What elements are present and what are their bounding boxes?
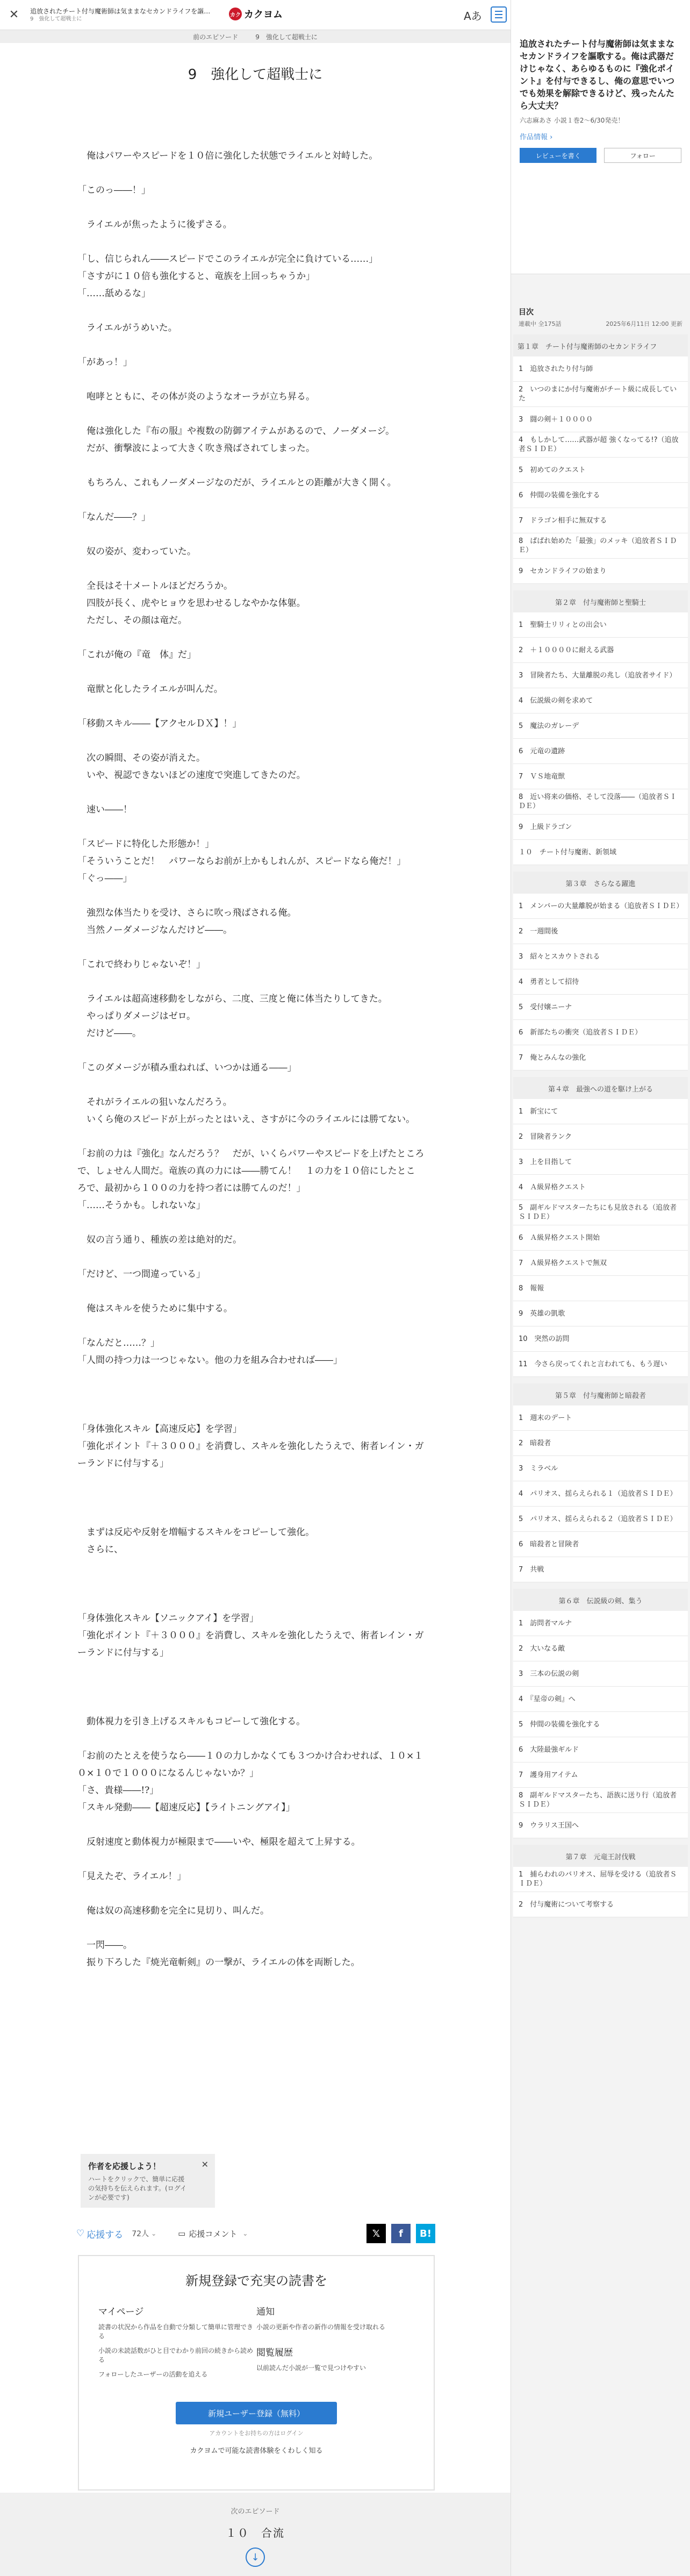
body-line: いくら俺のスピードが上がったとはいえ、さすがに今のライエルには勝てない。: [77, 1114, 415, 1125]
hatena-share-icon[interactable]: B!: [416, 2224, 435, 2243]
brand-logo[interactable]: [229, 7, 283, 21]
menu-icon[interactable]: [491, 6, 507, 23]
body-line: 「移動スキル――【アクセルＤＸ】！」: [77, 718, 242, 729]
toc-episode-link[interactable]: 6 仲間の装備を強化する: [513, 483, 688, 508]
toc-episode-link[interactable]: 7 ドラゴン相手に無双する: [513, 508, 688, 533]
toc-episode-link[interactable]: 9 ウラリス王国へ: [513, 1813, 688, 1838]
body-line: [77, 887, 437, 904]
body-line: ーランドに付与する」: [77, 1647, 169, 1658]
body-line: [77, 1593, 437, 1610]
episode-body: [77, 130, 437, 1971]
facebook-share-icon[interactable]: f: [391, 2224, 411, 2243]
body-line: 「ぐっ――」: [77, 873, 132, 884]
body-line: 当然ノーダメージなんだけど――。: [77, 925, 233, 936]
cheer-count[interactable]: 72人: [132, 2230, 149, 2238]
body-line: [77, 526, 437, 543]
heart-icon: ♡: [76, 2228, 85, 2239]
body-line: [77, 165, 437, 182]
body-line: [77, 405, 437, 423]
body-line: 「があっ！」: [77, 357, 132, 368]
body-line: [77, 1042, 437, 1059]
toc-episode-link[interactable]: 2 冒険者ランク: [513, 1124, 688, 1150]
body-line: 次の瞬間、その姿が消えた。: [77, 753, 205, 763]
body-line: [77, 1919, 437, 1937]
body-line: 「これが俺の『竜 体』だ」: [77, 650, 196, 660]
toc-episode-link[interactable]: 2 いつのまにか付与魔術がチート級に成長していた: [513, 382, 688, 407]
body-line: [77, 1507, 437, 1524]
toc-episode-link[interactable]: 1 新宝にて: [513, 1099, 688, 1124]
support-prompt: [81, 2154, 215, 2208]
toc-episode-link[interactable]: 2 一週間後: [513, 919, 688, 944]
toc-header: [511, 274, 690, 328]
body-line: [77, 1679, 437, 1696]
toc-chapter: [513, 1383, 688, 1582]
toc-episode-link[interactable]: 10 突然の訪問: [513, 1326, 688, 1352]
body-line: [77, 457, 437, 474]
toc-chapter-title: 第４章 最強への道を駆け上がる: [513, 1077, 688, 1099]
toc-episode-link[interactable]: 7 護身用アイテム: [513, 1762, 688, 1788]
top-title[interactable]: [30, 7, 224, 23]
body-line: [77, 1851, 437, 1868]
body-line: 俺はパワーやスピードを１０倍に強化した状態でライエルと対峙した。: [77, 151, 378, 161]
arrow-down-icon[interactable]: ↓: [246, 2548, 265, 2567]
toc-episode-link[interactable]: 3 闘の剣＋１００００: [513, 407, 688, 432]
body-line: 「お前の力は『強化』なんだろう？ だが、いくらパワーやスピードを上げたところ: [77, 1148, 425, 1159]
body-line: [77, 784, 437, 801]
body-line: 振り下ろした『焼光竜斬剣』の一撃が、ライエルの体を両断した。: [77, 1957, 360, 1968]
body-line: ライエルが焦ったように後ずさる。: [77, 219, 232, 230]
toc-episode-link[interactable]: 4 Ａ級昇格クエスト: [513, 1175, 688, 1200]
next-episode[interactable]: [0, 2493, 511, 2576]
signup-heading: 新規登録で充実の読書を: [185, 2273, 327, 2288]
support-description: ハートをクリックで、簡単に応援の気持ちを伝えられます。(ログインが必要です): [88, 2175, 187, 2201]
history-title: 閲覧履歴: [256, 2347, 293, 2358]
cheer-button[interactable]: [76, 2227, 123, 2240]
body-line: 「このっ――！」: [77, 185, 150, 196]
toc-episode-link[interactable]: 1 追放されたり付与師: [513, 356, 688, 382]
body-line: 「お前のたとえを使うなら――１０の力しかなくても３つかけ合わせれば、１０×１: [77, 1751, 423, 1761]
toc-episode-link[interactable]: 2 暗殺者: [513, 1431, 688, 1456]
toc-chapter: [513, 1589, 688, 1838]
toc-episode-link[interactable]: 1 捕らわれのバリオス、屈辱を受ける（追放者ＳＩＤＥ）: [513, 1867, 688, 1892]
body-line: [77, 1816, 437, 1833]
body-line: [77, 1076, 437, 1094]
body-line: [77, 698, 437, 715]
x-share-icon[interactable]: 𝕏: [366, 2224, 386, 2243]
episode-main: [0, 30, 511, 2576]
body-line: [77, 1885, 437, 1902]
signup-panel: [78, 2255, 435, 2491]
body-line: 「強化ポイント『＋３０００』を消費し、スキルを強化したうえで、術者レイン・ガ: [77, 1441, 424, 1452]
body-line: 強烈な体当たりを受け、さらに吹っ飛ばされる俺。: [77, 908, 297, 918]
body-line: 「だけど、一つ間違っている」: [77, 1269, 205, 1280]
body-line: [77, 663, 437, 681]
body-line: 四肢が長く、虎やヒョウを思わせるしなやかな体躯。: [77, 598, 306, 609]
toc-episode-link[interactable]: 3 冒険者たち、大量離脱の兆し（追放者サイド）: [513, 663, 688, 688]
body-line: [77, 818, 437, 836]
share-buttons: [366, 2224, 435, 2243]
logo-mark: カク: [229, 8, 242, 20]
body-line: [77, 1558, 437, 1575]
body-line: ただし、その顔は竜だ。: [77, 615, 187, 626]
body-line: 「見えたぞ、ライエル！」: [77, 1871, 186, 1882]
body-line: [77, 1472, 437, 1489]
author-name[interactable]: 六志麻あさ 小説１巻2～6/30発売！: [520, 117, 624, 124]
toc-chapter: [513, 1845, 688, 1917]
body-line: [77, 1386, 437, 1403]
episode-subtitle: 9 強化して超戦士に: [30, 16, 82, 22]
toc-episode-link[interactable]: 8 副ギルドマスターたち、語族に送り行（追放者ＳＩＤＥ）: [513, 1788, 688, 1813]
sidebar-top: [464, 0, 690, 30]
toc-episode-link[interactable]: 3 ミラベル: [513, 1456, 688, 1481]
chevron-down-icon: ⌄: [242, 2230, 248, 2237]
login-link[interactable]: アカウントをお持ちの方はログイン: [209, 2430, 304, 2437]
toc-episode-link[interactable]: 1 メンバーの大量離脱が始まる（追放者ＳＩＤＥ）: [513, 894, 688, 919]
chevron-down-icon[interactable]: ⌄: [151, 2230, 157, 2237]
toc-episode-link[interactable]: 5 魔法のガレーデ: [513, 713, 688, 739]
toc-episode-link[interactable]: １０ チート付与魔術、新領域: [513, 840, 688, 865]
next-episode-title: １０ 合流: [226, 2527, 285, 2539]
body-line: 速い――！: [77, 804, 132, 815]
body-line: ライエルは超高速移動をしながら、二度、三度と俺に体当たりしてきた。: [77, 994, 387, 1004]
body-line: [77, 1214, 437, 1231]
body-line: 俺は強化した『布の服』や複数の防御アイテムがあるので、ノーダメージ。: [77, 426, 395, 437]
mypage-column: [98, 2304, 256, 2386]
body-line: [77, 233, 437, 251]
toc-episode-link[interactable]: 1 週末のデート: [513, 1405, 688, 1431]
body-line: [77, 939, 437, 956]
close-icon[interactable]: ✕: [201, 2159, 209, 2170]
body-line: 「……そうかも。しれないな」: [77, 1200, 205, 1211]
comment-button[interactable]: [178, 2228, 248, 2239]
body-line: [77, 302, 437, 319]
body-line: で、しょせん人間だ。竜族の真の力には――勝てん！ １の力を１０倍にしたとこ: [77, 1166, 415, 1176]
toc-episode-link[interactable]: 6 Ａ級昇格クエスト開始: [513, 1225, 688, 1251]
body-line: [77, 199, 437, 216]
toc-chapter-title: 第５章 付与魔術師と暗殺者: [513, 1383, 688, 1405]
toc-episode-link[interactable]: 7 共戦: [513, 1557, 688, 1582]
toc-episode-link[interactable]: 5 受付嬢ニーナ: [513, 995, 688, 1020]
body-line: さらに、: [77, 1544, 123, 1555]
body-line: やっぱりダメージはゼロ。: [77, 1011, 196, 1022]
body-line: [77, 1403, 437, 1421]
toc-episode-link[interactable]: 5 副ギルドマスターたちにも見放される（追放者ＳＩＤＥ）: [513, 1200, 688, 1225]
body-line: [77, 130, 437, 147]
body-line: 奴の言う通り、種族の差は絶対的だ。: [77, 1235, 242, 1245]
body-line: 竜獣と化したライエルが叫んだ。: [77, 684, 223, 695]
body-line: [77, 371, 437, 388]
body-line: 「身体強化スキル【高速反応】を学習」: [77, 1424, 242, 1435]
toc-chapter: [513, 334, 688, 584]
mypage-item: 小説の未読話数がひと目でわかり前回の続きから読める: [98, 2347, 254, 2364]
sidebar: [464, 0, 690, 2576]
comment-label: 応援コメント: [189, 2229, 238, 2239]
action-bar: [76, 2223, 435, 2244]
toc-episode-link[interactable]: 2 ＋１００００に耐える武器: [513, 638, 688, 663]
body-line: 「さすがに１０倍も強化すると、竜族を上回っちゃうか」: [77, 271, 315, 282]
body-line: [77, 973, 437, 990]
body-line: 俺は奴の高速移動を完全に見切り、叫んだ。: [77, 1906, 269, 1916]
body-line: [77, 1730, 437, 1747]
body-line: いや、視認できないほどの速度で突進してきたのだ。: [77, 770, 306, 781]
body-line: もちろん、これもノーダメージなのだが、ライエルとの距離が大きく開く。: [77, 477, 397, 488]
body-line: 「スピードに特化した形態か！」: [77, 839, 214, 850]
body-line: [77, 1369, 437, 1386]
body-line: 「そういうことだ！ パワーならお前が上かもしれんが、スピードなら俺だ！」: [77, 856, 406, 867]
learn-more-link[interactable]: カクヨムで可能な読書体験をくわしく知る: [190, 2447, 323, 2455]
body-line: [77, 629, 437, 646]
episode-title: 9 強化して超戦士に: [188, 67, 323, 83]
toc-episode-link[interactable]: 1 訪問者マルナ: [513, 1611, 688, 1636]
body-line: 「これで終わりじゃないぞ！」: [77, 959, 205, 970]
body-line: [77, 1248, 437, 1266]
history-text: 以前読んだ小説が一覧で見つけやすい: [256, 2364, 366, 2372]
body-line: 反射速度と動体視力が極限まで――いや、極限を超えて上昇する。: [77, 1837, 361, 1847]
toc-episode-link[interactable]: 3 上を目指して: [513, 1150, 688, 1175]
body-line: 全長はそ十メートルほどだろうか。: [77, 581, 233, 591]
body-line: それがライエルの狙いなんだろう。: [77, 1097, 232, 1108]
logo-text: カクヨム: [244, 9, 283, 20]
work-info-link[interactable]: [520, 131, 681, 141]
toc-episode-link[interactable]: 9 英雄の凱歌: [513, 1301, 688, 1326]
body-line: 俺はスキルを使うために集中する。: [77, 1303, 233, 1314]
toc-chapter: [513, 590, 688, 865]
work-title[interactable]: 追放されたチート付与魔術師は気ままなセカンドライフを謳歌する。俺は武器だけじゃなく、あらゆるものに『強化ポイント』を付与できるし、俺の意思でいつでも効果を解除できるけど、残ったんたら大丈夫？: [520, 39, 675, 111]
toc-chapter-title: 第７章 元竜王討伐戦: [513, 1845, 688, 1867]
work-info: [511, 30, 690, 274]
body-line: 「人間の持つ力は一つじゃない。他の力を組み合わせれば――」: [77, 1355, 342, 1366]
prev-episode-link[interactable]: 前のエピソード: [193, 33, 239, 41]
toc-episode-link[interactable]: 4 もしかして……武器が超 強くなってる!?（追放者ＳＩＤＥ）: [513, 432, 688, 458]
toc-title: 目次: [519, 308, 534, 317]
work-title-short: 追放されたチート付与魔術師は気ままなセカンドライフを謳…: [30, 7, 211, 15]
toc-episode-link[interactable]: 7 俺とみんなの強化: [513, 1045, 688, 1071]
toc-episode-link[interactable]: 6 元竜の遺跡: [513, 739, 688, 764]
body-line: [77, 1128, 437, 1145]
body-line: [77, 337, 437, 354]
cheer-label: 応援する: [87, 2229, 124, 2240]
body-line: 奴の姿が、変わっていた。: [77, 546, 196, 557]
toc-episode-link[interactable]: 8 ぱぱれ始めた「最強」のメッキ（追放者ＳＩＤＥ）: [513, 533, 688, 559]
support-heading: 作者を応援しよう！: [88, 2161, 161, 2171]
body-line: [77, 491, 437, 509]
toc-chapter-title: 第６章 伝説級の剣、集う: [513, 1589, 688, 1611]
body-line: 「さ、貴様――!?」: [77, 1785, 159, 1796]
follow-button[interactable]: フォロー: [604, 148, 681, 163]
body-line: [77, 1489, 437, 1507]
toc-chapter: [513, 1077, 688, 1377]
toc-episode-link[interactable]: 5 パリオス、揺らえられる２（追放者ＳＩＤＥ）: [513, 1507, 688, 1532]
mypage-title: マイページ: [98, 2307, 144, 2317]
review-button[interactable]: レビューを書く: [520, 148, 596, 163]
toc-chapter-title: 第３章 さらなる躍進: [513, 872, 688, 894]
body-line: 動体視力を引き上げるスキルもコピーして強化する。: [77, 1716, 306, 1727]
toc-episode-link[interactable]: 6 新部たちの衝突（追放者ＳＩＤＥ）: [513, 1020, 688, 1045]
body-line: [77, 1283, 437, 1300]
body-line: [77, 1661, 437, 1679]
toc-episode-link[interactable]: 5 仲間の装備を強化する: [513, 1712, 688, 1737]
body-line: [77, 1696, 437, 1713]
toc-chapter-title: 第１章 チート付与魔術師のセカンドライフ: [513, 334, 688, 356]
toc-episode-link[interactable]: 6 暗殺者と冒険者: [513, 1532, 688, 1557]
body-line: 咆哮とともに、その体が炎のようなオーラが立ち昇る。: [77, 391, 315, 402]
body-line: ライエルがうめいた。: [77, 323, 177, 333]
notice-text: 小説の更新や作者の新作の情報を受け取れる: [256, 2323, 386, 2331]
body-line: ーランドに付与する」: [77, 1458, 169, 1469]
toc-episode-link[interactable]: 2 付与魔術について考察する: [513, 1892, 688, 1917]
toc-episode-link[interactable]: 3 三本の伝説の剣: [513, 1661, 688, 1687]
body-line: 「なんだ――？」: [77, 512, 150, 523]
body-line: ろで、最初から１００の力を持つ者には勝てんのだ！」: [77, 1183, 306, 1194]
body-line: ０×１０で１０００になるんじゃないか？」: [77, 1768, 259, 1779]
body-line: [77, 560, 437, 577]
toc-episode-link[interactable]: 8 近い将来の価格、そして没落――（追放者ＳＩＤＥ）: [513, 789, 688, 815]
notice-column: [256, 2304, 414, 2386]
body-line: まずは反応や反射を増幅するスキルをコピーして強化。: [77, 1527, 315, 1538]
font-size-icon[interactable]: Aあ: [464, 10, 482, 23]
body-line: だけど――。: [77, 1028, 141, 1039]
register-button[interactable]: 新規ユーザー登録（無料）: [176, 2402, 337, 2424]
mypage-item: 読書の状況から作品を自動で分類して簡単に管理できる: [98, 2323, 254, 2340]
toc-meta-updated: 2025年6月11日 12:00 更新: [606, 320, 682, 327]
chevron-right-icon: ›: [550, 133, 553, 141]
toc-episode-link[interactable]: 7 ＶＳ地竜獣: [513, 764, 688, 789]
breadcrumb: [0, 30, 511, 43]
body-line: 「し、信じられん――スピードでこのライエルが完全に負けている……」: [77, 254, 378, 265]
body-line: [77, 1317, 437, 1335]
mypage-item: フォローしたユーザーの活動を追える: [98, 2371, 208, 2378]
next-episode-label: 次のエピソード: [231, 2508, 280, 2516]
body-line: 「強化ポイント『＋３０００』を消費し、スキルを強化したうえで、術者レイン・ガ: [77, 1630, 424, 1641]
toc-episode-link[interactable]: 4 パリオス、揺らえられる１（追放者ＳＩＤＥ）: [513, 1481, 688, 1507]
table-of-contents: [511, 334, 690, 1917]
toc-episode-link[interactable]: 2 大いなる敵: [513, 1636, 688, 1661]
body-line: だが、衝撃波によって大きく吹き飛ばされてしまった。: [77, 443, 315, 454]
current-episode-label: 9 強化して超戦士に: [255, 33, 318, 41]
close-icon[interactable]: ✕: [9, 8, 19, 22]
toc-episode-link[interactable]: 8 報報: [513, 1276, 688, 1301]
toc-chapter: [513, 872, 688, 1071]
body-line: [77, 1575, 437, 1593]
toc-episode-link[interactable]: 4 勇者として招待: [513, 969, 688, 995]
toc-episode-link[interactable]: 5 初めてのクエスト: [513, 458, 688, 483]
toc-episode-link[interactable]: 7 Ａ級昇格クエストで無双: [513, 1251, 688, 1276]
notice-title: 通知: [256, 2307, 275, 2317]
body-line: 「なんだと……？」: [77, 1338, 160, 1348]
toc-episode-link[interactable]: 6 大陸最強ギルド: [513, 1737, 688, 1762]
body-line: [77, 732, 437, 750]
toc-episode-link[interactable]: 9 上級ドラゴン: [513, 815, 688, 840]
body-line: 「身体強化スキル【ソニックアイ】を学習」: [77, 1613, 259, 1624]
body-line: 「……舐めるな」: [77, 288, 150, 299]
toc-episode-link[interactable]: 1 聖騎士リリィとの出会い: [513, 612, 688, 638]
toc-episode-link[interactable]: 4 伝説級の剣を求めて: [513, 688, 688, 713]
work-info-label: 作品情報: [520, 133, 548, 141]
comment-icon: ▭: [178, 2229, 186, 2238]
toc-episode-link[interactable]: 3 紹々とスカウトされる: [513, 944, 688, 969]
body-line: 「このダメージが積み重ねれば、いつかは通る――」: [77, 1062, 297, 1073]
body-line: 「スキル発動――【超速反応】【ライトニングアイ】」: [77, 1802, 295, 1813]
toc-chapter-title: 第２章 付与魔術師と聖騎士: [513, 590, 688, 612]
body-line: 一閃――。: [77, 1940, 132, 1951]
toc-episode-link[interactable]: 4 『星帝の剣』へ: [513, 1687, 688, 1712]
toc-meta-count: 連載中 全175話: [519, 320, 562, 327]
toc-episode-link[interactable]: 9 セカンドライフの始まり: [513, 559, 688, 584]
toc-episode-link[interactable]: 11 今さら戻ってくれと言われても、もう遅い: [513, 1352, 688, 1377]
